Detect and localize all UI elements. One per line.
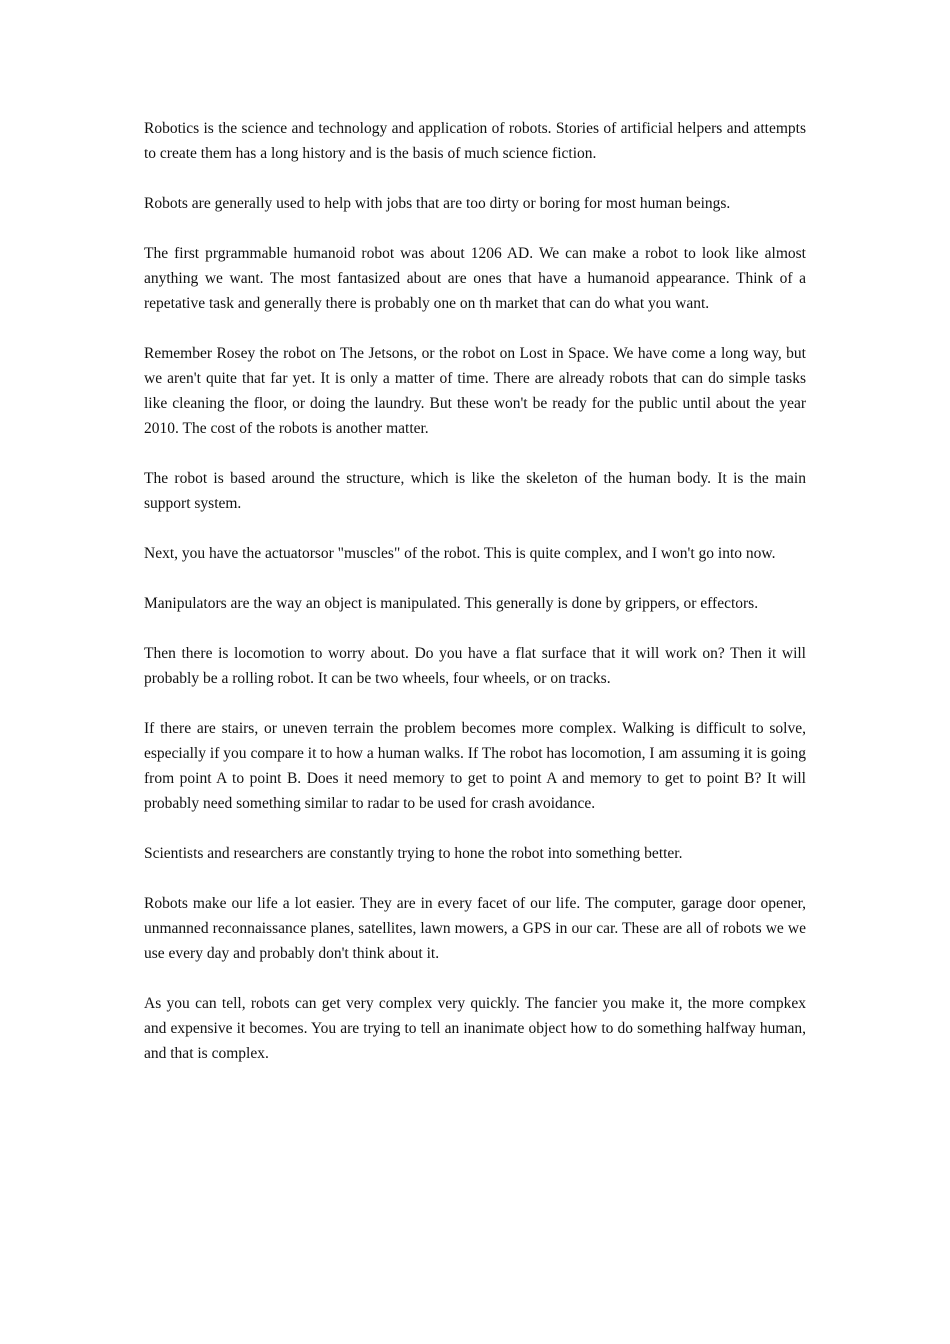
- paragraph-8: Then there is locomotion to worry about. Do you have a flat surface that it will work on? Then it will probably be a rolling robot. It can be two wheels, four wheels, or on tracks.: [144, 645, 806, 687]
- paragraph-9: If there are stairs, or uneven terrain the problem becomes more complex. Walking is difficult to solve, especially if you compare it to how a human walks. If The robot has locomotion, I am assuming it is going from point A to point B. Does it need memory to get to point A and memory to get to point B? It will probably need something similar to radar to be used for crash avoidance.: [144, 720, 806, 812]
- paragraph-10: Scientists and researchers are constantly trying to hone the robot into something better.: [144, 845, 683, 862]
- paragraph-4: Remember Rosey the robot on The Jetsons, or the robot on Lost in Space. We have come a long way, but we aren't quite that far yet. It is only a matter of time. There are already robots that can do simple tasks like cleaning the floor, or doing the laundry. But these won't be ready for the public until about the year 2010. The cost of the robots is another matter.: [144, 345, 806, 437]
- paragraph-11: Robots make our life a lot easier. They are in every facet of our life. The computer, garage door opener, unmanned reconnaissance planes, satellites, lawn mowers, a GPS in our car. These are all of robots we we use every day and probably don't think about it.: [144, 895, 806, 962]
- document-page: [144, 116, 806, 1091]
- paragraph-6: Next, you have the actuatorsor "muscles" of the robot. This is quite complex, and I won't go into now.: [144, 545, 776, 562]
- paragraph-12: As you can tell, robots can get very complex very quickly. The fancier you make it, the more compkex and expensive it becomes. You are trying to tell an inanimate object how to do something halfway human, and that is complex.: [144, 995, 806, 1062]
- paragraph-5: The robot is based around the structure, which is like the skeleton of the human body. It is the main support system.: [144, 470, 806, 512]
- paragraph-3: The first prgrammable humanoid robot was about 1206 AD. We can make a robot to look like almost anything we want. The most fantasized about are ones that have a humanoid appearance. Think of a repetative task and generally there is probably one on th market that can do what you want.: [144, 245, 806, 312]
- paragraph-2: Robots are generally used to help with jobs that are too dirty or boring for most human beings.: [144, 195, 731, 212]
- paragraph-7: Manipulators are the way an object is manipulated. This generally is done by grippers, or effectors.: [144, 595, 759, 612]
- paragraph-1: Robotics is the science and technology and application of robots. Stories of artificial helpers and attempts to create them has a long history and is the basis of much science fiction.: [144, 120, 806, 162]
